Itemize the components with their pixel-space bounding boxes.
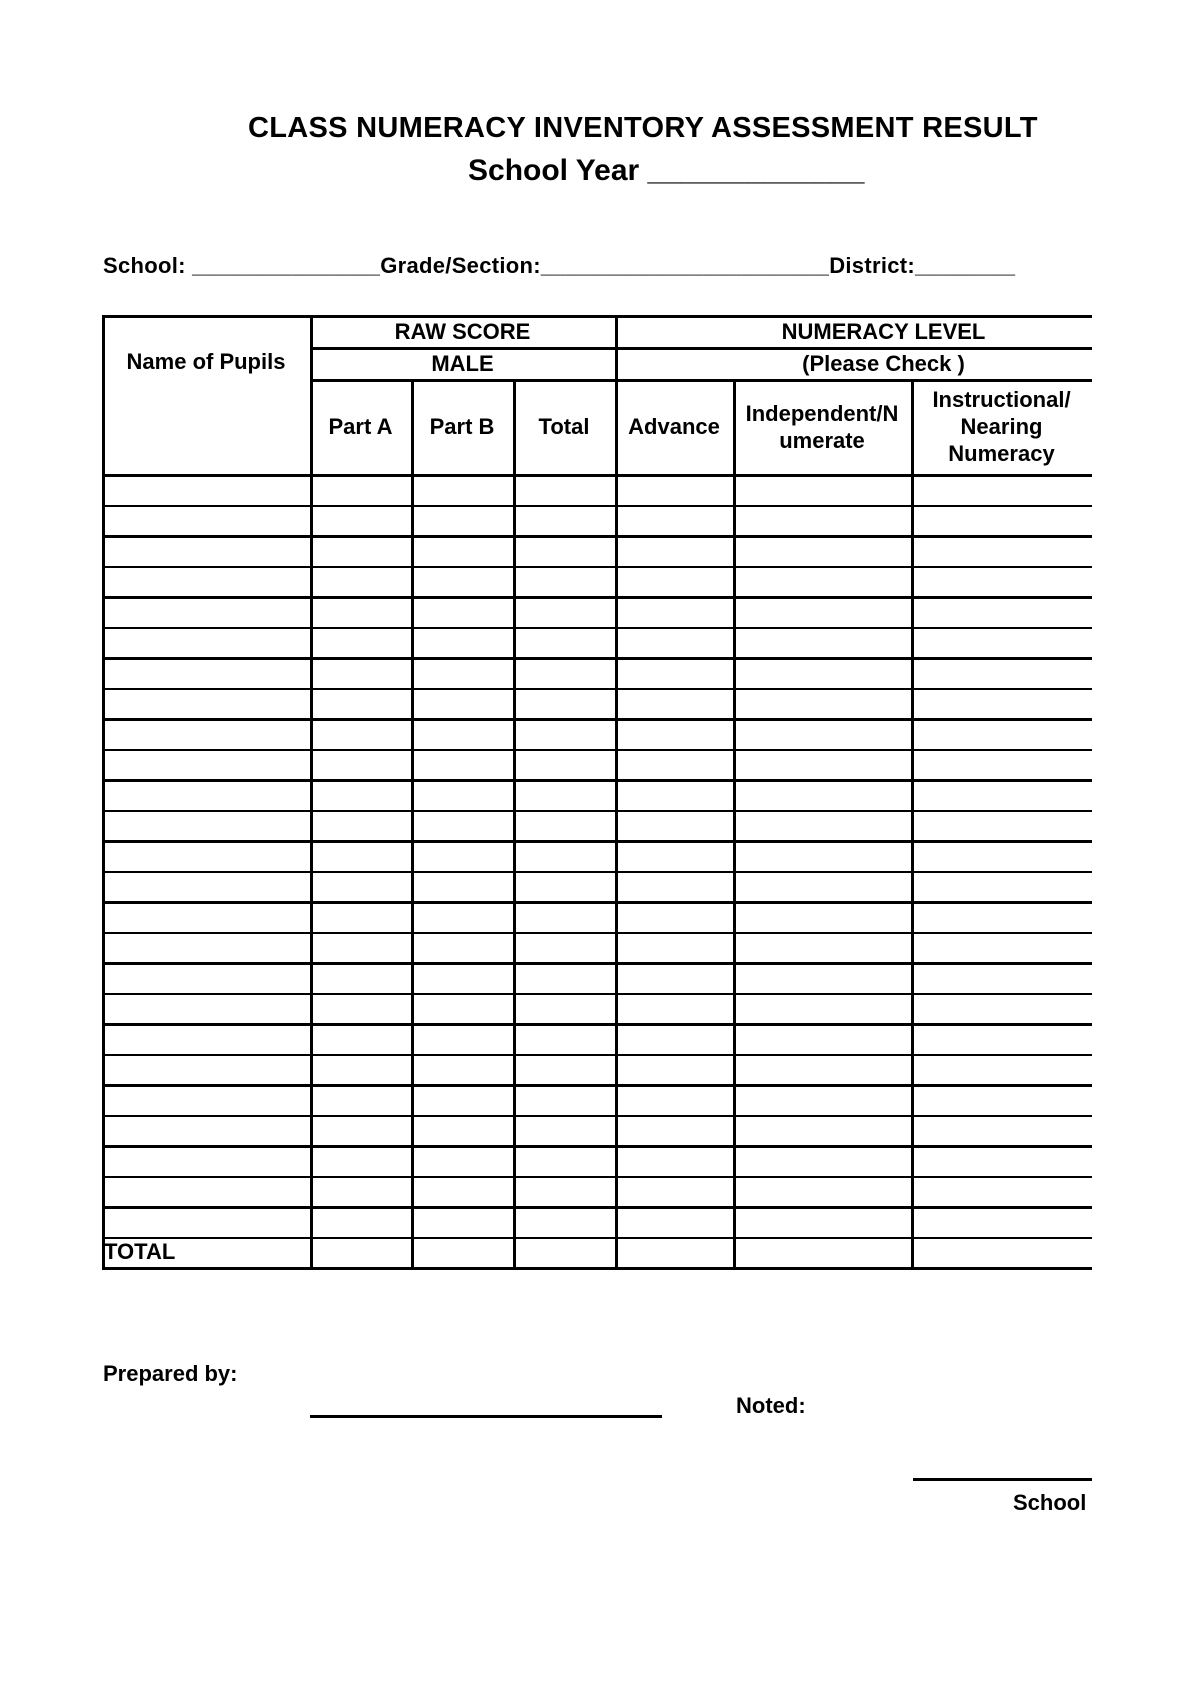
- table-left-border: [102, 315, 105, 1269]
- instructional-header: Instructional/ Nearing Numeracy: [932, 387, 1071, 466]
- header-bottom-line: [102, 474, 1092, 477]
- prepared-by-label: Prepared by:: [103, 1361, 238, 1386]
- school-year-line: School Year _____________: [468, 154, 865, 187]
- school-head-label: School: [1013, 1490, 1087, 1515]
- gender-header: MALE: [431, 350, 494, 376]
- row-divider: [102, 1084, 1092, 1087]
- row-divider: [102, 779, 1092, 782]
- row-divider: [102, 657, 1092, 660]
- row-divider: [102, 840, 1092, 843]
- row-divider: [102, 718, 1092, 721]
- school-info-line: School: _______________Grade/Section:_______________________District:________: [103, 253, 1016, 278]
- row-divider: [102, 749, 1092, 752]
- row-divider: [102, 1176, 1092, 1179]
- document-title: CLASS NUMERACY INVENTORY ASSESSMENT RESULT: [248, 112, 1038, 144]
- row-divider: [102, 901, 1092, 904]
- name-of-pupils-header: Name of Pupils: [126, 348, 286, 374]
- total-header: Total: [538, 414, 590, 439]
- row-divider: [102, 810, 1092, 813]
- advance-header: Advance: [628, 414, 720, 439]
- numeracy-level-header: NUMERACY LEVEL: [781, 318, 986, 344]
- row-divider: [102, 1206, 1092, 1209]
- independent-header: Independent/N umerate: [745, 400, 899, 453]
- row-divider: [102, 1145, 1092, 1148]
- prepared-by-signature-line: [310, 1415, 662, 1418]
- part-b-header: Part B: [429, 414, 495, 439]
- row-divider: [102, 505, 1092, 508]
- raw-score-header: RAW SCORE: [394, 318, 531, 344]
- row-divider: [102, 1115, 1092, 1118]
- row-divider: [102, 1054, 1092, 1057]
- total-row-label: TOTAL: [104, 1239, 176, 1265]
- row-divider: [102, 535, 1092, 538]
- col-divider: [513, 379, 516, 1269]
- row-divider: [102, 596, 1092, 599]
- row-divider: [102, 566, 1092, 569]
- noted-signature-line: [913, 1478, 1092, 1481]
- part-a-header: Part A: [328, 414, 393, 439]
- table-bottom-border: [102, 1267, 1092, 1270]
- row-divider: [102, 688, 1092, 691]
- row-divider: [102, 871, 1092, 874]
- row-divider: [102, 993, 1092, 996]
- col-divider: [411, 379, 414, 1269]
- col-divider: [911, 379, 914, 1269]
- row-divider: [102, 962, 1092, 965]
- row-divider: [102, 932, 1092, 935]
- row-divider: [102, 1023, 1092, 1026]
- noted-label: Noted:: [736, 1393, 806, 1418]
- please-check-header: (Please Check ): [802, 350, 965, 376]
- col-divider: [733, 379, 736, 1269]
- row-divider: [102, 627, 1092, 630]
